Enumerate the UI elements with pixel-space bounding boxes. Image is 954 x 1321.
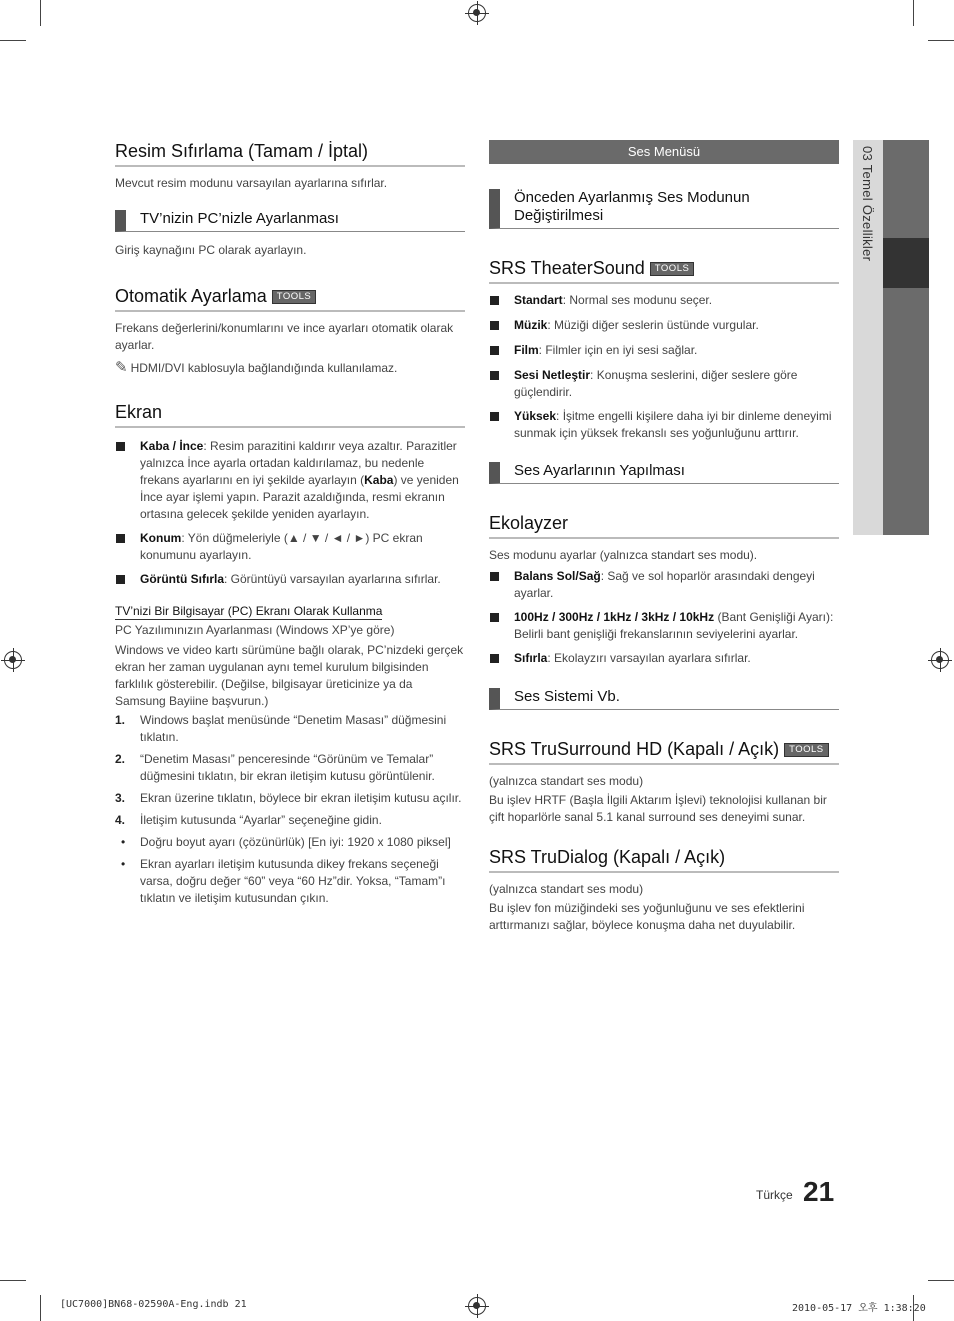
list-item-text: : Müziği diğer seslerin üstünde vurgular. — [547, 318, 759, 332]
list-item-term: Kaba — [364, 473, 394, 487]
ekran-list — [115, 438, 465, 588]
trudialog-text: Bu işlev fon müziğindeki ses yoğunluğunu ve ses efektlerini arttırmanızı sağlar, böylece konuşma daha net duyulabilir. — [489, 901, 805, 932]
menu-banner: Ses Menüsü — [489, 140, 839, 164]
list-item-term: Konum — [140, 531, 182, 545]
list-item — [489, 568, 839, 602]
list-item — [115, 571, 465, 588]
list-item — [115, 530, 465, 564]
steps-list — [115, 712, 465, 907]
list-item-term: Film — [514, 343, 539, 357]
list-item-term: Sıfırla — [514, 651, 548, 665]
list-item-term: Standart — [514, 293, 563, 307]
note-pencil-icon: ✎ — [115, 359, 128, 376]
list-item: • Ekran ayarları iletişim kutusunda dikey frekans seçeneği varsa, doğru değer “60” veya “60 Hz”dir. Yoksa, “Tamam”ı tıklatın ve iletişim kutusundan çıkın. — [115, 856, 465, 907]
ekolayzer-list — [489, 568, 839, 667]
list-item — [489, 342, 839, 359]
list-item: • Doğru boyut ayarı (çözünürlük) [En iyi: 1920 x 1080 piksel] — [115, 834, 465, 851]
registration-mark-icon — [468, 1297, 486, 1315]
list-item-text: : Ekolayzırı varsayılan ayarlara sıfırlar. — [547, 651, 751, 665]
subsection-title-pcmon: TV’nizi Bir Bilgisayar (PC) Ekranı Olarak Kullanma — [115, 604, 383, 618]
subsection-title-ses-ayar: Ses Ayarlarının Yapılması — [489, 462, 839, 484]
subsection-title-preset: Önceden Ayarlanmış Ses Modunun Değiştirilmesi — [489, 189, 839, 229]
crop-mark — [40, 1295, 41, 1321]
trusurround-note: (yalnızca standart ses modu) — [489, 774, 644, 788]
chapter-tab-label: 03 Temel Özellikler — [860, 146, 875, 262]
subsection-title-pc: TV’nizin PC’nizle Ayarlanması — [115, 210, 465, 232]
tools-icon: TOOLS — [272, 290, 317, 304]
ekolayzer-text: Ses modunu ayarlar (yalnızca standart ses modu). — [489, 548, 758, 562]
list-item-text: : Resim parazitini kaldırır veya azaltır. Parazitler yalnızca İnce ayarla ortadan kaldırılamaz, bu nedenle frekans ayarlarını en iyi şekilde ayarlayın ( — [140, 439, 457, 487]
srs-theater-title-text: SRS TheaterSound — [489, 258, 645, 278]
step-number: 2. — [115, 752, 126, 766]
step-text: Windows başlat menüsünde “Denetim Masası” düğmesini tıklatın. — [140, 713, 447, 744]
registration-mark-icon — [931, 651, 949, 669]
section-title-resim: Resim Sıfırlama (Tamam / İptal) — [115, 140, 465, 167]
crop-mark — [928, 40, 954, 41]
otomatik-note — [115, 359, 465, 377]
print-slug-file: [UC7000]BN68-02590A-Eng.indb 21 — [60, 1299, 247, 1310]
section-title-ekran: Ekran — [115, 401, 465, 428]
pcmon-heading — [115, 602, 465, 620]
list-item — [115, 751, 465, 785]
list-item — [489, 317, 839, 334]
registration-mark-icon — [4, 651, 22, 669]
resim-text: Mevcut resim modunu varsayılan ayarlarına sıfırlar. — [115, 176, 388, 190]
trusurround-title-text: SRS TruSurround HD (Kapalı / Açık) — [489, 739, 780, 759]
step-text: Ekran üzerine tıklatın, böylece bir ekran iletişim kutusu açılır. — [140, 791, 462, 805]
list-item-text: : Konuşma seslerini, diğer seslere göre güçlendirir. — [514, 368, 798, 399]
otomatik-note-text: HDMI/DVI kablosuyla bağlandığında kullanılamaz. — [130, 361, 398, 375]
step-number: 3. — [115, 791, 126, 805]
list-item — [115, 812, 465, 829]
pcmon-text: Windows ve video kartı sürümüne bağlı olarak, PC’nizdeki gerçek ekran her zaman uygulanan aynı temel kurulum bilgisinden farklılık gösterebilir. (Değilse, bilgisayar üreticinize ya da Samsung Bayiine başvurun.) — [115, 643, 464, 708]
list-item-text: ) ve yeniden İnce ayar işlemi yapın. Parazit azaldığında, resmi ekranın ortasına gelecek şekilde yeniden ayarlayın. — [140, 473, 459, 521]
section-title-otomatik — [115, 285, 465, 312]
list-item-term: 100Hz / 300Hz / 1kHz / 3kHz / 10kHz — [514, 610, 715, 624]
list-item — [115, 712, 465, 746]
theater-list — [489, 292, 839, 442]
list-item-term: Balans Sol/Sağ — [514, 569, 601, 583]
registration-mark-icon — [468, 4, 486, 22]
list-item — [489, 609, 839, 643]
chapter-tab-marker — [883, 238, 929, 288]
crop-mark — [40, 0, 41, 26]
subsection-title-ses-sistemi: Ses Sistemi Vb. — [489, 688, 839, 710]
tools-icon: TOOLS — [650, 262, 695, 276]
left-column — [115, 140, 465, 907]
list-item-term: Kaba / İnce — [140, 439, 204, 453]
list-item-text: : Sağ ve sol hoparlör arasındaki dengeyi ayarlar. — [514, 569, 815, 600]
step-number: 4. — [115, 813, 126, 827]
pc-text: Giriş kaynağını PC olarak ayarlayın. — [115, 243, 307, 257]
list-item-term: Yüksek — [514, 409, 557, 423]
list-item — [115, 438, 465, 523]
section-title-ekolayzer: Ekolayzer — [489, 512, 839, 539]
crop-mark — [928, 1280, 954, 1281]
list-item — [115, 790, 465, 807]
right-column — [489, 140, 839, 934]
section-title-trusurround — [489, 738, 839, 765]
list-item-text: : İşitme engelli kişilere daha iyi bir dinleme deneyimi sunmak için yüksek frekanslı ses yoğunluğunu arttırır. — [514, 409, 832, 440]
otomatik-title-text: Otomatik Ayarlama — [115, 286, 267, 306]
section-title-trudialog: SRS TruDialog (Kapalı / Açık) — [489, 846, 839, 873]
otomatik-text: Frekans değerlerini/konumlarını ve ince ayarları otomatik olarak ayarlar. — [115, 321, 454, 352]
list-item-term: Sesi Netleştir — [514, 368, 591, 382]
list-item-term: Görüntü Sıfırla — [140, 572, 224, 586]
tools-icon: TOOLS — [784, 743, 829, 757]
list-item — [489, 367, 839, 401]
page-number: 21 — [803, 1176, 835, 1207]
step-text: “Denetim Masası” penceresinde “Görünüm ve Temalar” düğmesini tıklatın, bir ekran iletişim kutusu görüntülenir. — [140, 752, 435, 783]
list-item — [489, 650, 839, 667]
footer-language: Türkçe — [756, 1188, 793, 1202]
step-number: 1. — [115, 713, 126, 727]
list-item-text: : Normal ses modunu seçer. — [562, 293, 713, 307]
crop-mark — [913, 0, 914, 26]
crop-mark — [0, 40, 26, 41]
chapter-tab-dark — [883, 140, 929, 535]
step-text: İletişim kutusunda “Ayarlar” seçeneğine gidin. — [140, 813, 382, 827]
list-item-term: Müzik — [514, 318, 548, 332]
list-item — [489, 408, 839, 442]
list-item-text: : Yön düğmeleriyle (▲ / ▼ / ◄ / ►) PC ekran konumunu ayarlayın. — [140, 531, 423, 562]
list-item-text: : Görüntüyü varsayılan ayarlarına sıfırlar. — [224, 572, 441, 586]
trusurround-text: Bu işlev HRTF (Başla İlgili Aktarım İşlevi) teknolojisi kullanan bir çift hoparlörle sanal 5.1 kanal surround ses deneyimi sunar. — [489, 793, 827, 824]
crop-mark — [0, 1280, 26, 1281]
section-title-srs-theater — [489, 257, 839, 284]
list-item-text: : Filmler için en iyi sesi sağlar. — [538, 343, 698, 357]
pcmon-sub: PC Yazılımınızın Ayarlanması (Windows XP’ye göre) — [115, 623, 395, 637]
print-slug-date: 2010-05-17 오후 1:38:20 — [792, 1303, 926, 1314]
list-item — [489, 292, 839, 309]
trudialog-note: (yalnızca standart ses modu) — [489, 882, 644, 896]
list-item-text: (Bant Genişliği Ayarı): Belirli bant genişliği frekanslarının seviyelerini ayarlar. — [514, 610, 834, 641]
